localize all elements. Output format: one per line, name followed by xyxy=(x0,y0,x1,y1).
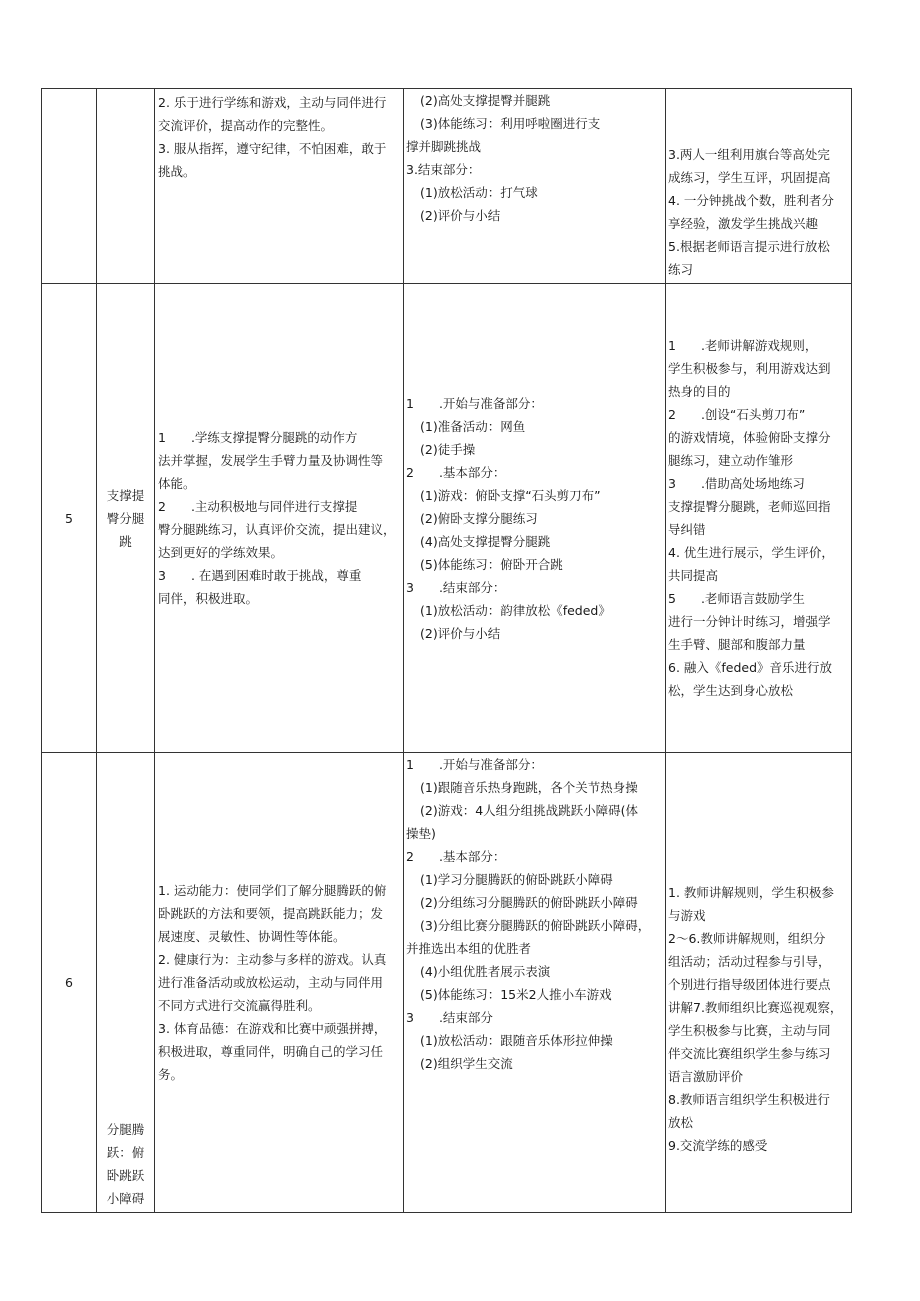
method-line: 导纠错 xyxy=(668,522,706,537)
process-line: (1)游戏：俯卧支撑“石头剪刀布” xyxy=(420,487,601,503)
goal-line: 3 . 在遇到困难时敢于挑战，尊重 xyxy=(158,568,362,583)
topic-cell: 支撑提臀分腿跳 xyxy=(97,284,155,753)
process-line: 3 .结束部分 xyxy=(406,1010,493,1025)
process-line: 2 .基本部分： xyxy=(406,464,506,480)
process-line: (2)评价与小结 xyxy=(420,208,501,223)
process-line: (2)游戏：4人组分组挑战跳跃小障碍(体 xyxy=(420,803,639,818)
method-line: 共同提高 xyxy=(668,568,719,583)
goal-line: 3. 体育品德：在游戏和比赛中顽强拼搏， xyxy=(158,1021,387,1036)
goal-line: 2. 乐于进行学练和游戏，主动与同伴进行 xyxy=(158,95,387,110)
process-line: 撑并脚跳挑战 xyxy=(406,139,482,154)
process-cell xyxy=(404,284,666,753)
process-line: (1)学习分腿腾跃的俯卧跳跃小障碍 xyxy=(420,872,613,887)
method-line: 生手臂、腿部和腹部力量 xyxy=(668,637,806,652)
goal-line: 卧跳跃的方法和要领，提高跳跃能力；发 xyxy=(158,906,384,921)
process-line: (5)体能练习：俯卧开合跳 xyxy=(420,556,563,572)
goal-line: 2 .主动积极地与同伴进行支撑提 xyxy=(158,499,358,514)
goal-line: 进行准备活动或放松运动，主动与同伴用 xyxy=(158,975,384,990)
goal-line: 不同方式进行交流赢得胜利。 xyxy=(158,998,321,1013)
process-line: 并推选出本组的优胜者 xyxy=(406,941,532,956)
method-line: 4. 一分钟挑战个数，胜利者分 xyxy=(668,193,834,208)
method-line: 3.两人一组利用旗台等高处完 xyxy=(668,147,830,162)
process-line: (3)分组比赛分腿腾跃的俯卧跳跃小障碍， xyxy=(420,918,651,933)
table-row xyxy=(42,89,852,284)
method-line: 1 .老师讲解游戏规则， xyxy=(668,338,818,353)
method-line: 热身的目的 xyxy=(668,384,731,399)
process-line: (5)体能练习：15米2人推小车游戏 xyxy=(420,987,612,1002)
process-line: (3)体能练习：利用呼啦圈进行支 xyxy=(420,116,601,131)
method-line: 3 .借助高处场地练习 xyxy=(668,476,805,491)
process-line: (1)准备活动：网鱼 xyxy=(420,418,526,434)
method-line: 的游戏情境，体验俯卧支撑分 xyxy=(668,430,831,445)
method-line: 进行一分钟计时练习，增强学 xyxy=(668,614,831,629)
process-line: 2 .基本部分： xyxy=(406,849,506,864)
process-line: (4)高处支撑提臀分腿跳 xyxy=(420,533,551,549)
goal-line: 挑战。 xyxy=(158,164,196,179)
process-line: 1 .开始与准备部分： xyxy=(406,757,543,772)
goal-line: 1 .学练支撑提臀分腿跳的动作方 xyxy=(158,430,358,445)
method-line: 2 .创设“石头剪刀布” xyxy=(668,407,806,422)
process-line: (4)小组优胜者展示表演 xyxy=(420,964,551,979)
process-line: 3 .结束部分： xyxy=(406,579,506,595)
goal-line: 法并掌握，发展学生手臂力量及协调性等 xyxy=(158,453,384,468)
methods-cell xyxy=(666,753,852,1213)
topic-cell xyxy=(97,89,155,284)
process-cell xyxy=(404,89,666,284)
method-line: 6. 融入《feded》音乐进行放 xyxy=(668,660,833,675)
method-line: 练习 xyxy=(668,262,694,277)
row-number: 5 xyxy=(42,284,97,753)
process-line: 3.结束部分： xyxy=(406,162,481,177)
method-line: 成练习，学生互评，巩固提高 xyxy=(668,170,831,185)
goal-line: 达到更好的学练效果。 xyxy=(158,545,284,560)
process-line: (2)分组练习分腿腾跃的俯卧跳跃小障碍 xyxy=(420,895,638,910)
table-row xyxy=(42,753,852,1213)
goal-line: 3. 服从指挥，遵守纪律，不怕困难，敢于 xyxy=(158,141,387,156)
process-line: (2)徒手操 xyxy=(420,441,476,457)
process-line: 1 .开始与准备部分： xyxy=(406,395,543,411)
goal-line: 同伴，积极进取。 xyxy=(158,591,259,606)
process-line: (1)放松活动：打气球 xyxy=(420,185,538,200)
method-line: 腿练习，建立动作雏形 xyxy=(668,453,794,468)
goals-cell xyxy=(155,284,404,753)
goal-line: 积极进取，尊重同伴，明确自己的学习任 xyxy=(158,1044,384,1059)
process-line: (2)俯卧支撑分腿练习 xyxy=(420,510,538,526)
method-line: 5 .老师语言鼓励学生 xyxy=(668,591,805,606)
method-line: 5.根据老师语言提示进行放松 xyxy=(668,239,830,254)
method-line: 与游戏 xyxy=(668,907,706,923)
method-line: 2～6.教师讲解规则，组织分 xyxy=(668,930,826,946)
method-line: 9.交流学练的感受 xyxy=(668,1137,768,1153)
process-line: (1)跟随音乐热身跑跳，各个关节热身操 xyxy=(420,780,638,795)
goal-line: 2. 健康行为：主动参与多样的游戏。认真 xyxy=(158,952,387,967)
method-line: 语言激励评价 xyxy=(668,1068,744,1084)
goals-cell xyxy=(155,753,404,1213)
method-line: 4. 优生进行展示，学生评价， xyxy=(668,545,834,560)
table-row xyxy=(42,284,852,753)
topic-cell: 分腿腾跃：俯卧跳跃小障碍 xyxy=(97,753,155,1213)
goal-line: 1. 运动能力：使同学们了解分腿腾跃的俯 xyxy=(158,883,387,898)
method-line: 享经验，激发学生挑战兴趣 xyxy=(668,216,819,231)
method-line: 讲解7.教师组织比赛巡视观察， xyxy=(668,999,843,1015)
process-line: (2)评价与小结 xyxy=(420,625,501,641)
goal-line: 臀分腿跳练习，认真评价交流，提出建议， xyxy=(158,522,396,537)
method-line: 松，学生达到身心放松 xyxy=(668,683,794,698)
method-line: 学生积极参与比赛，主动与同 xyxy=(668,1022,831,1038)
process-cell xyxy=(404,753,666,1213)
method-line: 个别进行指导级团体进行要点 xyxy=(668,976,831,992)
process-line: (1)放松活动：韵律放松《feded》 xyxy=(420,602,611,618)
method-line: 伴交流比赛组织学生参与练习 xyxy=(668,1045,831,1061)
process-line: (1)放松活动：跟随音乐体形拉伸操 xyxy=(420,1033,613,1048)
row-number xyxy=(42,89,97,284)
method-line: 支撑提臀分腿跳，老师巡回指 xyxy=(668,499,831,514)
process-line: (2)组织学生交流 xyxy=(420,1056,513,1071)
method-line: 学生积极参与，利用游戏达到 xyxy=(668,361,831,376)
method-line: 组活动；活动过程参与引导， xyxy=(668,953,831,969)
method-line: 1. 教师讲解规则，学生积极参 xyxy=(668,884,834,900)
methods-cell xyxy=(666,89,852,284)
goal-line: 展速度、灵敏性、协调性等体能。 xyxy=(158,929,346,944)
goal-line: 交流评价，提高动作的完整性。 xyxy=(158,118,334,133)
method-line: 放松 xyxy=(668,1114,694,1130)
goals-cell xyxy=(155,89,404,284)
methods-cell xyxy=(666,284,852,753)
process-line: 操垫) xyxy=(406,826,436,841)
row-number: 6 xyxy=(42,753,97,1213)
process-line: (2)高处支撑提臀并腿跳 xyxy=(420,93,551,108)
goal-line: 体能。 xyxy=(158,476,196,491)
goal-line: 务。 xyxy=(158,1067,184,1082)
lesson-plan-table xyxy=(41,88,852,1213)
method-line: 8.教师语言组织学生积极进行 xyxy=(668,1091,830,1107)
